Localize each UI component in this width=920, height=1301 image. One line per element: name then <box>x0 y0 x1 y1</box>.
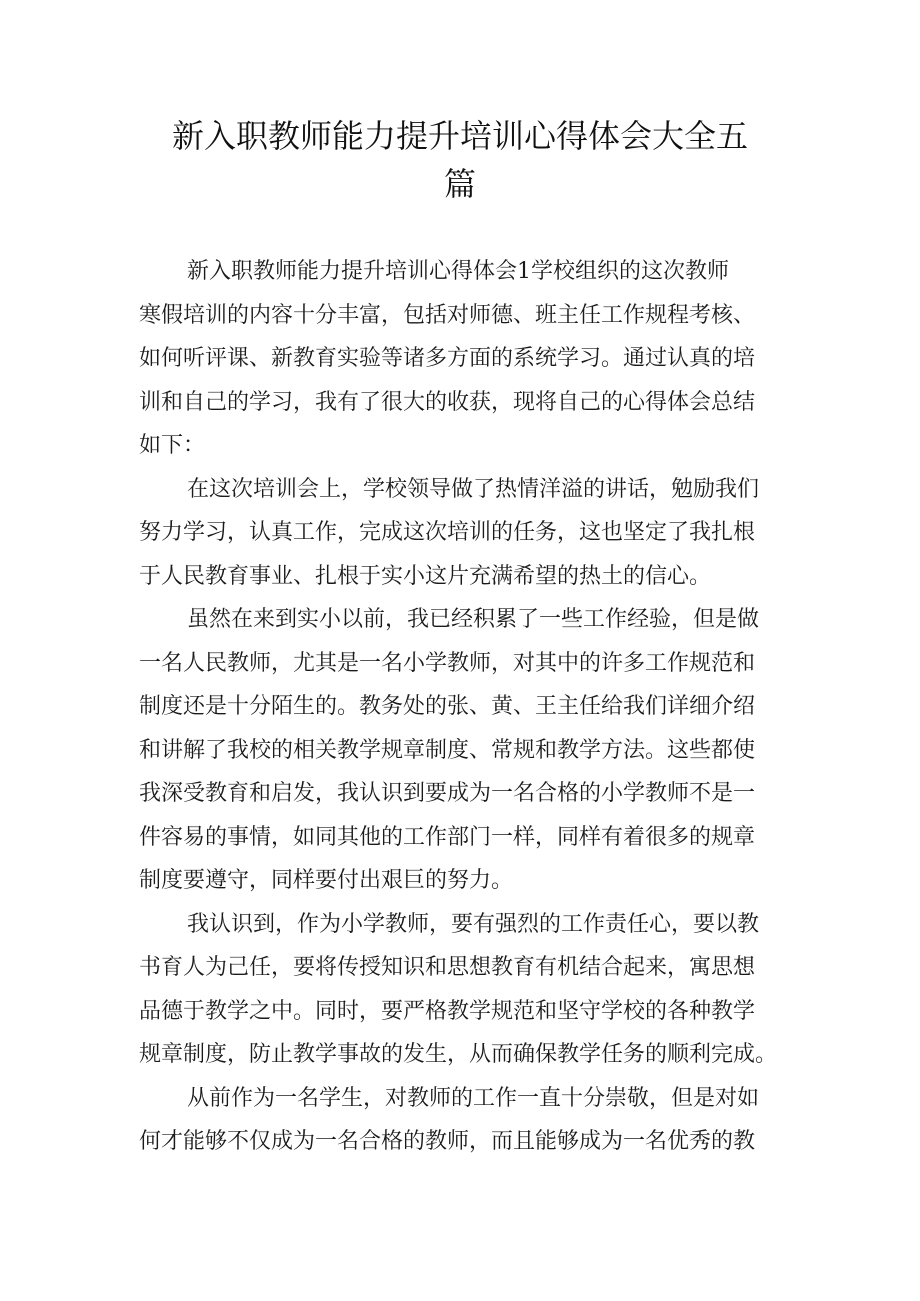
paragraph-4-line-4: 规章制度，防止教学事故的发生，从而确保教学任务的顺利完成。 <box>139 1042 778 1067</box>
paragraph-5-line-2: 何才能够不仅成为一名合格的教师，而且能够成为一名优秀的教 <box>139 1129 756 1154</box>
paragraph-2-line-1: 在这次培训会上，学校领导做了热情洋溢的讲话，勉励我们 <box>187 476 760 502</box>
paragraph-1-line-4: 训和自己的学习，我有了很大的收获，现将自己的心得体会总结 <box>139 389 756 415</box>
paragraph-1-line-3: 如何听评课、新教育实验等诸多方面的系统学习。通过认真的培 <box>139 346 756 371</box>
paragraph-3-line-5: 我深受教育和启发，我认识到要成为一名合格的小学教师不是一 <box>139 781 756 806</box>
paragraph-3-line-6: 件容易的事情，如同其他的工作部门一样，同样有着很多的规章 <box>139 824 756 850</box>
paragraph-2-line-2: 努力学习，认真工作，完成这次培训的任务，这也坚定了我扎根 <box>139 520 756 545</box>
title-line-1: 新入职教师能力提升培训心得体会大全五 <box>171 117 748 155</box>
paragraph-5-line-1: 从前作为一名学生，对教师的工作一直十分崇敬，但是对如 <box>187 1085 760 1111</box>
paragraph-3-line-4: 和讲解了我校的相关教学规章制度、常规和教学方法。这些都使 <box>139 737 756 763</box>
paragraph-1-line-5: 如下： <box>139 433 206 458</box>
paragraph-3-line-7: 制度要遵守，同样要付出艰巨的努力。 <box>139 868 514 893</box>
paragraph-4-line-2: 书育人为己任，要将传授知识和思想教育有机结合起来，寓思想 <box>139 955 756 980</box>
paragraph-4-line-3: 品德于教学之中。同时，要严格教学规范和坚守学校的各种教学 <box>139 998 756 1024</box>
document-title <box>0 112 920 208</box>
paragraph-1-line-2: 寒假培训的内容十分丰富，包括对师德、班主任工作规程考核、 <box>139 302 756 328</box>
title-line-2: 篇 <box>443 165 476 203</box>
document-body <box>139 250 789 1164</box>
paragraph-1-line-1: 新入职教师能力提升培训心得体会1学校组织的这次教师 <box>187 259 729 284</box>
paragraph-3-line-2: 一名人民教师，尤其是一名小学教师，对其中的许多工作规范和 <box>139 650 756 676</box>
paragraph-4-line-1: 我认识到，作为小学教师，要有强烈的工作责任心，要以教 <box>187 911 760 937</box>
paragraph-2-line-3: 于人民教育事业、扎根于实小这片充满希望的热土的信心。 <box>139 563 712 589</box>
paragraph-3-line-3: 制度还是十分陌生的。教务处的张、黄、王主任给我们详细介绍 <box>139 694 756 719</box>
paragraph-3-line-1: 虽然在来到实小以前，我已经积累了一些工作经验，但是做 <box>187 607 760 632</box>
